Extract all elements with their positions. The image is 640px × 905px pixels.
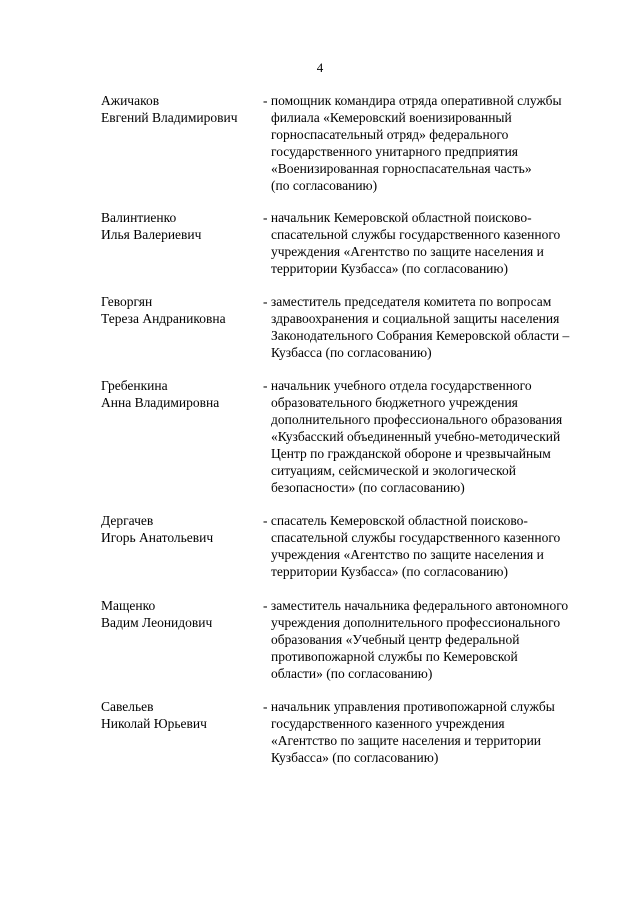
description-line: области» (по согласованию) [271, 666, 433, 681]
description-line: учреждения дополнительного профессионального [271, 615, 561, 630]
description-line: - начальник учебного отдела государственного [263, 378, 532, 393]
person-name [101, 698, 261, 732]
description-line: территории Кузбасса» (по согласованию) [271, 564, 508, 579]
given-name: Тереза Андраниковна [101, 311, 226, 326]
description-line: - заместитель начальника федерального автономного [263, 598, 569, 613]
description-line: государственного унитарного предприятия [271, 144, 519, 159]
description-line: здравоохранения и социальной защиты населения [271, 311, 560, 326]
description-line: ситуациям, сейсмической и экологической [271, 463, 516, 478]
position-description [263, 698, 603, 766]
position-description [263, 512, 603, 580]
position-description [263, 209, 603, 277]
description-line: филиала «Кемеровский военизированный [271, 110, 512, 125]
description-line: противопожарной службы по Кемеровской [271, 649, 518, 664]
description-line: учреждения «Агентство по защите населения и [271, 547, 544, 562]
description-line: государственного казенного учреждения [271, 716, 505, 731]
position-description [263, 377, 603, 496]
surname: Гребенкина [101, 378, 168, 393]
person-name [101, 293, 261, 327]
surname: Геворгян [101, 294, 153, 309]
description-line: территории Кузбасса» (по согласованию) [271, 261, 508, 276]
description-line: - спасатель Кемеровской областной поисково- [263, 513, 528, 528]
description-line: - заместитель председателя комитета по вопросам [263, 294, 552, 309]
given-name: Анна Владимировна [101, 395, 220, 410]
person-name [101, 597, 261, 631]
given-name: Николай Юрьевич [101, 716, 207, 731]
person-name [101, 377, 261, 411]
description-line: - помощник командира отряда оперативной службы [263, 93, 562, 108]
given-name: Илья Валериевич [101, 227, 202, 242]
description-line: спасательной службы государственного казенного [271, 530, 561, 545]
given-name: Игорь Анатольевич [101, 530, 214, 545]
description-line: Кузбасса (по согласованию) [271, 345, 432, 360]
position-description [263, 597, 603, 682]
surname: Мащенко [101, 598, 156, 613]
person-name [101, 92, 261, 126]
surname: Савельев [101, 699, 154, 714]
description-line: Кузбасса» (по согласованию) [271, 750, 439, 765]
surname: Дергачев [101, 513, 154, 528]
description-line: - начальник Кемеровской областной поисково- [263, 210, 532, 225]
description-line: Законодательного Собрания Кемеровской области – [271, 328, 570, 343]
position-description [263, 92, 603, 194]
surname: Ажичаков [101, 93, 160, 108]
page-number: 4 [316, 60, 324, 75]
description-line: - начальник управления противопожарной службы [263, 699, 555, 714]
surname: Валинтиенко [101, 210, 177, 225]
description-line: «Агентство по защите населения и территории [271, 733, 542, 748]
description-line: образовательного бюджетного учреждения [271, 395, 518, 410]
description-line: Центр по гражданской обороне и чрезвычайным [271, 446, 551, 461]
description-line: горноспасательный отряд» федерального [271, 127, 509, 142]
description-line: образования «Учебный центр федеральной [271, 632, 520, 647]
given-name: Вадим Леонидович [101, 615, 213, 630]
given-name: Евгений Владимирович [101, 110, 238, 125]
description-line: учреждения «Агентство по защите населения и [271, 244, 544, 259]
person-name [101, 209, 261, 243]
description-line: спасательной службы государственного казенного [271, 227, 561, 242]
position-description [263, 293, 603, 361]
description-line: дополнительного профессионального образования [271, 412, 563, 427]
description-line: (по согласованию) [271, 178, 378, 193]
person-name [101, 512, 261, 546]
description-line: «Кузбасский объединенный учебно-методический [271, 429, 561, 444]
description-line: «Военизированная горноспасательная часть» [271, 161, 532, 176]
description-line: безопасности» (по согласованию) [271, 480, 465, 495]
